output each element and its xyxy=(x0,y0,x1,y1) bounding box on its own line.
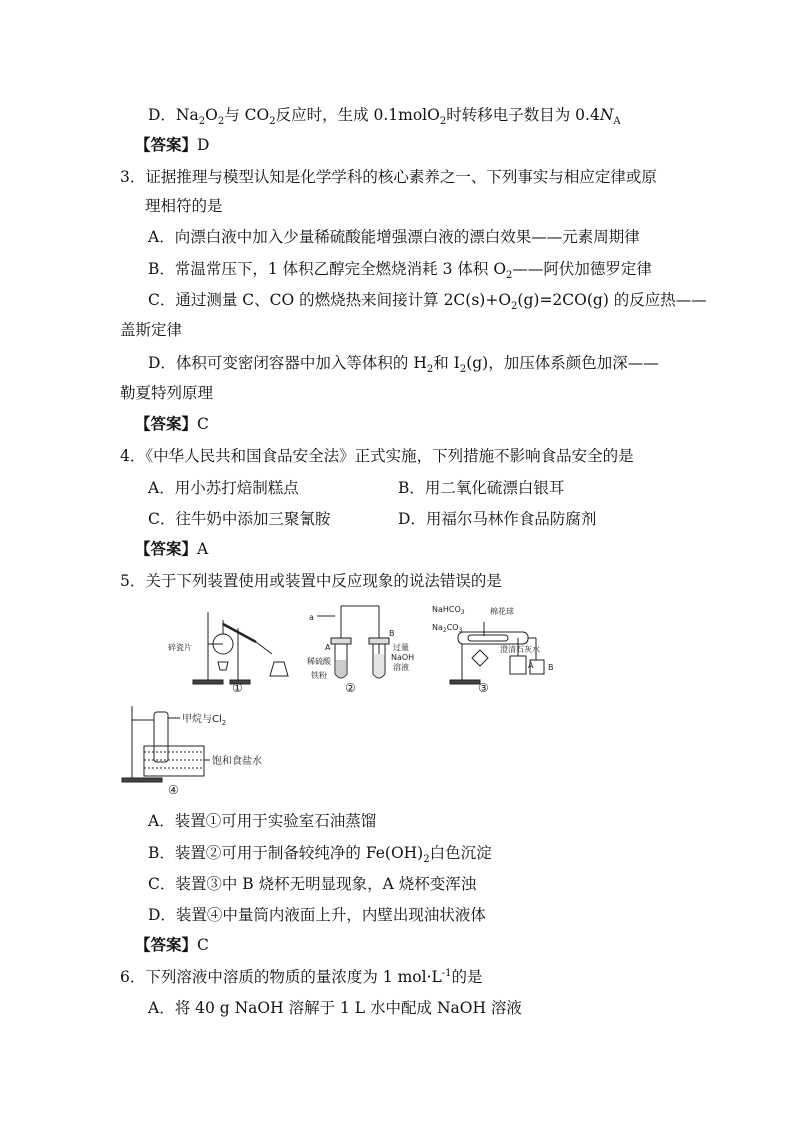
q4-option-b: B．用二氧化硫漂白银耳 xyxy=(398,479,565,497)
q2-option-d: D．$Na_2O_2$与 $CO_2$反应时，生成 0.1molO$_2$时转移电子数目为 $0.4N_A$ xyxy=(148,106,621,128)
q3-option-a: A．向漂白液中加入少量稀硫酸能增强漂白液的漂白效果——元素周期律 xyxy=(148,228,640,246)
q5-option-a: A．装置①可用于实验室石油蒸馏 xyxy=(148,812,377,830)
apparatus-3-carbonate-heating xyxy=(432,598,562,694)
label-iron-powder: 铁粉 xyxy=(311,671,327,680)
q4-answer: 【答案】A xyxy=(135,539,209,558)
q6-option-a: A．将 40 g NaOH 溶解于 1 L 水中配成 NaOH 溶液 xyxy=(148,999,522,1017)
label-shards: 碎瓷片 xyxy=(168,643,192,652)
label-beaker-B: B xyxy=(548,663,554,672)
label-methane-chlorine: 甲烷与$Cl_2$ xyxy=(182,714,227,727)
label-tube-A: A xyxy=(325,643,331,652)
figure-number-2: ② xyxy=(345,681,356,694)
figure-number-3: ③ xyxy=(478,681,489,694)
label-solution: 溶液 xyxy=(393,663,409,672)
q5-answer: 【答案】C xyxy=(135,935,209,954)
q2-answer: 【答案】D xyxy=(135,135,210,154)
apparatus-2-iron-hydroxide xyxy=(305,602,415,694)
q4-option-c: C．往牛奶中添加三聚氰胺 xyxy=(148,510,331,528)
apparatus-1-distillation xyxy=(168,602,298,694)
q5-option-c: C．装置③中 B 烧杯无明显现象，A 烧杯变浑浊 xyxy=(148,875,477,893)
q3-option-d: D．体积可变密闭容器中加入等体积的 $H_2$和 $I_2(g)$，加压体系颜色加深—— xyxy=(148,354,659,376)
label-saturated-brine: 饱和食盐水 xyxy=(212,756,262,767)
q3-stem-cont: 理相符的是 xyxy=(145,197,223,215)
label-a: a xyxy=(309,613,314,622)
label-cotton-ball: 棉花球 xyxy=(490,607,514,616)
label-beaker-A: A xyxy=(528,661,534,670)
q3-answer: 【答案】C xyxy=(135,414,209,433)
q4-stem: 4．《中华人民共和国食品安全法》正式实施，下列措施不影响食品安全的是 xyxy=(120,447,634,465)
q6-stem: 6．下列溶液中溶质的物质的量浓度为 1 $mol\cdot L^{-1}$的是 xyxy=(120,967,483,986)
q3-option-c-cont: 盖斯定律 xyxy=(120,321,183,339)
figure-number-4: ④ xyxy=(168,783,179,796)
q4-option-d: D．用福尔马林作食品防腐剂 xyxy=(398,510,597,528)
q5-option-d: D．装置④中量筒内液面上升，内壁出现油状液体 xyxy=(148,906,486,924)
q3-stem: 3．证据推理与模型认知是化学学科的核心素养之一、下列事实与相应定律或原 xyxy=(120,168,657,186)
label-excess: 过量 xyxy=(393,643,409,652)
label-naoh: NaOH xyxy=(391,653,415,662)
apparatus-4-methane-chlorination xyxy=(118,700,268,796)
label-tube-B: B xyxy=(389,629,395,638)
q3-option-b: B．常温常压下，1 体积乙醇完全燃烧消耗 3 体积 $O_2——$阿伏加德罗定律 xyxy=(148,260,652,282)
q4-option-a: A．用小苏打焙制糕点 xyxy=(148,479,299,497)
q3-option-d-cont: 勒夏特列原理 xyxy=(120,384,214,402)
q3-option-c: C．通过测量 C、CO 的燃烧热来间接计算 $2C(s)+O_2(g)=2CO(g)$ 的反应热—— xyxy=(148,291,707,313)
label-dilute-acid: 稀硫酸 xyxy=(307,657,331,666)
label-nahco3: NaHCO$_3$ xyxy=(432,605,465,616)
q5-option-b: B．装置②可用于制备较纯净的 $Fe(OH)_2$白色沉淀 xyxy=(148,844,492,866)
label-limewater: 澄清石灰水 xyxy=(500,645,540,654)
figure-number-1: ① xyxy=(232,681,243,694)
label-na2co3: $Na_2CO_3$ xyxy=(432,623,463,634)
q5-stem: 5．关于下列装置使用或装置中反应现象的说法错误的是 xyxy=(120,572,502,590)
